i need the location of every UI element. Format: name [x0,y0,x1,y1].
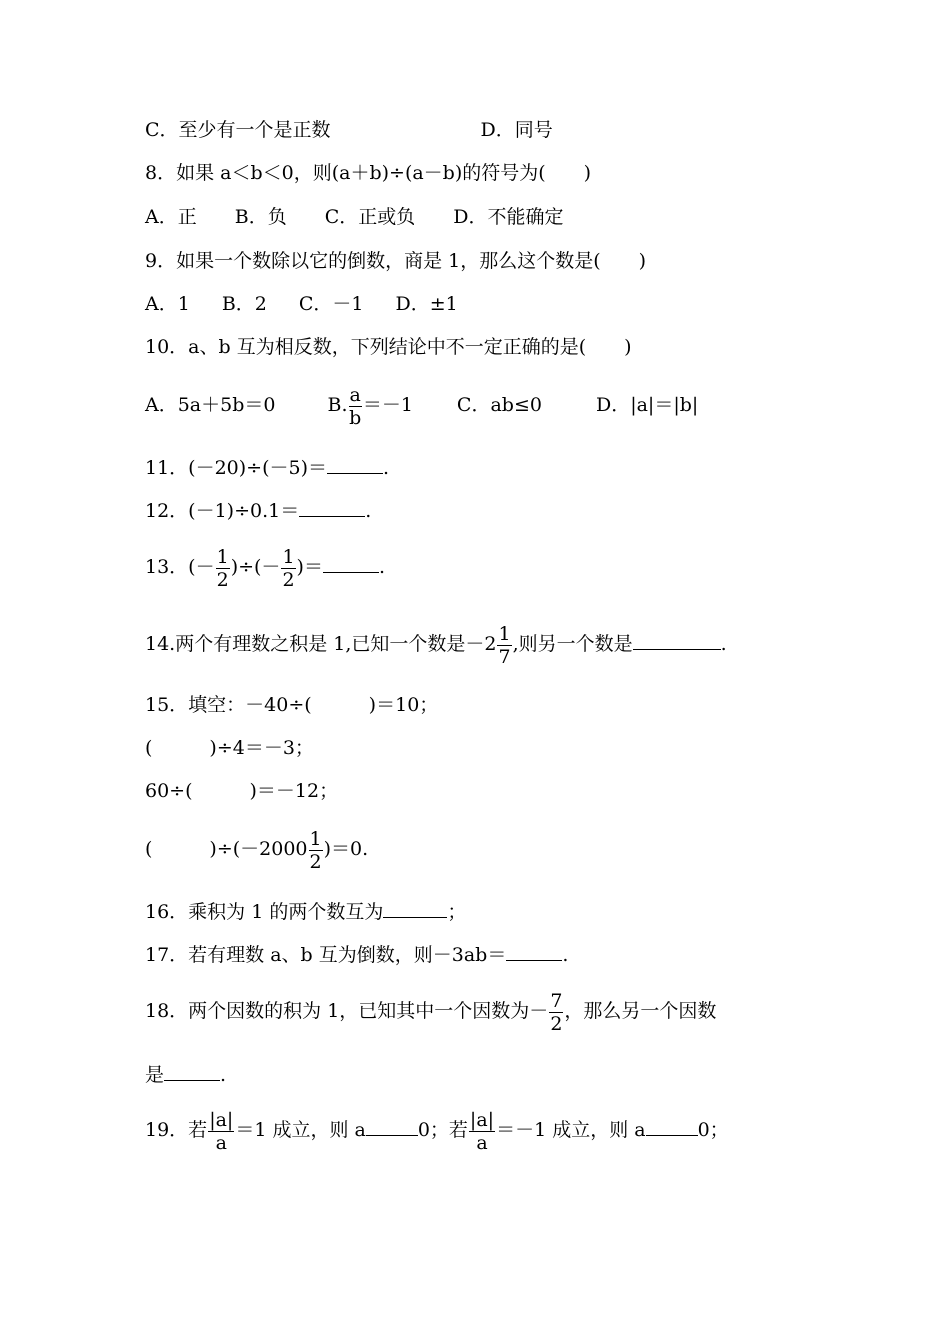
q19-mid-2: 0；若 [417,1119,468,1141]
q13-denominator-1: 2 [216,568,229,591]
q16-text: 16．乘积为 1 的两个数互为 [145,901,384,923]
q10-option-c: C．ab≤0 [456,394,542,416]
q12-answer-blank[interactable] [299,498,365,517]
q16 [145,899,466,924]
q18-denominator: 2 [550,1012,563,1035]
q19-denominator-2: a [476,1131,488,1154]
q16-answer-blank[interactable] [383,899,447,918]
q19-end: 0； [697,1119,729,1141]
q9-stem: 9．如果一个数除以它的倒数，商是 1，那么这个数是( ) [145,250,647,272]
q18-prefix: 18．两个因数的积为 1，已知其中一个因数为－ [145,1000,549,1022]
q19-denominator-1: a [215,1131,227,1154]
q18-numerator: 7 [550,989,563,1012]
q18-end: . [220,1064,227,1086]
q19-mid-3: ＝－1 成立，则 a [496,1119,646,1141]
q9-option-c: C．－1 [298,293,364,315]
q10-option-b-suffix: ＝－1 [362,394,413,416]
q18-line-2 [145,1062,226,1087]
q17 [145,942,568,967]
q19-numerator-1: |a| [209,1108,234,1131]
q8-option-c: C．正或负 [324,206,416,228]
q9-option-a: A．1 [145,293,190,315]
q14-fraction [497,623,511,668]
q18-line-2-text: 是 [145,1064,165,1086]
q19-fraction-2 [469,1109,495,1154]
q13-numerator-1: 1 [216,545,229,568]
q8-options [145,205,563,229]
q19-prefix: 19．若 [145,1119,208,1141]
q7-options [145,118,553,142]
q14-answer-blank[interactable] [633,631,721,650]
q19-answer-blank-2[interactable] [646,1117,698,1136]
q10-stem: 10．a、b 互为相反数，下列结论中不一定正确的是( ) [145,336,632,358]
q12-end: . [365,500,372,522]
q15-line-4-numerator: 1 [309,827,322,850]
q15-line-2: ( )÷4＝－3； [145,737,314,759]
q15-line-4 [145,826,368,873]
q15-line-3: 60÷( )＝－12； [145,780,339,802]
q14-numerator: 1 [498,622,511,645]
q15-line-1: 15．填空：－40÷( )＝10； [145,694,439,716]
q10-option-b-prefix: B. [327,394,348,416]
q16-end: ； [447,901,467,923]
q11-answer-blank[interactable] [327,455,383,474]
q13-fraction-2 [281,546,295,591]
q8-option-d: D．不能确定 [453,206,564,228]
q19-numerator-2: |a| [469,1108,495,1131]
q12-text: 12．(－1)÷0.1＝ [145,500,300,522]
q13-suffix: )＝ [296,556,323,578]
q14-end: . [720,633,727,655]
q14-denominator: 7 [498,645,511,668]
q9-option-b: B．2 [221,293,267,315]
q10-option-b-numerator: a [349,383,361,406]
q18-fraction [549,990,563,1035]
q9-option-d: D．±1 [395,293,458,315]
q11 [145,455,389,480]
q13-end: . [378,556,385,578]
q13-mid: )÷(－ [230,556,281,578]
q19-answer-blank-1[interactable] [366,1117,418,1136]
q9-options [145,292,458,316]
q10-options [145,382,698,429]
q15-line-4-fraction [309,828,323,873]
q14-suffix: ,则另一个数是 [512,633,633,655]
q13-fraction-1 [216,546,230,591]
q10-option-d: D．|a|＝|b| [595,394,699,416]
q17-text: 17．若有理数 a、b 互为倒数，则－3ab＝ [145,944,507,966]
q17-end: . [562,944,569,966]
q13-answer-blank[interactable] [323,554,379,573]
q18-answer-blank[interactable] [164,1062,220,1081]
q10-option-a: A．5a＋5b＝0 [145,394,276,416]
q10-option-b-denominator: b [349,406,362,429]
q7-option-c: C．至少有一个是正数 [145,119,331,141]
q19-fraction-1 [208,1109,234,1154]
q17-answer-blank[interactable] [506,942,562,961]
q13-denominator-2: 2 [282,568,295,591]
q14-prefix: 14.两个有理数之积是 1,已知一个数是－2 [145,633,497,655]
q11-end: . [383,457,390,479]
q8-stem: 8．如果 a＜b＜0，则(a＋b)÷(a－b)的符号为( ) [145,162,592,184]
q14 [145,621,727,668]
q13 [145,544,385,591]
q12 [145,498,371,523]
q13-prefix: 13．(－ [145,556,215,578]
q18-line-1 [145,988,716,1035]
q19 [145,1107,729,1154]
q8-option-b: B．负 [234,206,287,228]
q8-option-a: A．正 [145,206,197,228]
q13-numerator-2: 1 [282,545,295,568]
q15-line-4-denominator: 2 [309,850,322,873]
q18-suffix: ，那么另一个因数 [564,1000,717,1022]
q11-text: 11．(－20)÷(－5)＝ [145,457,328,479]
q7-option-d: D．同号 [480,119,553,141]
q19-mid-1: ＝1 成立，则 a [235,1119,366,1141]
q10-option-b-fraction [349,384,362,429]
q15-line-4-prefix: ( )÷(－2000 [145,838,308,860]
q15-line-4-suffix: )＝0. [323,838,369,860]
